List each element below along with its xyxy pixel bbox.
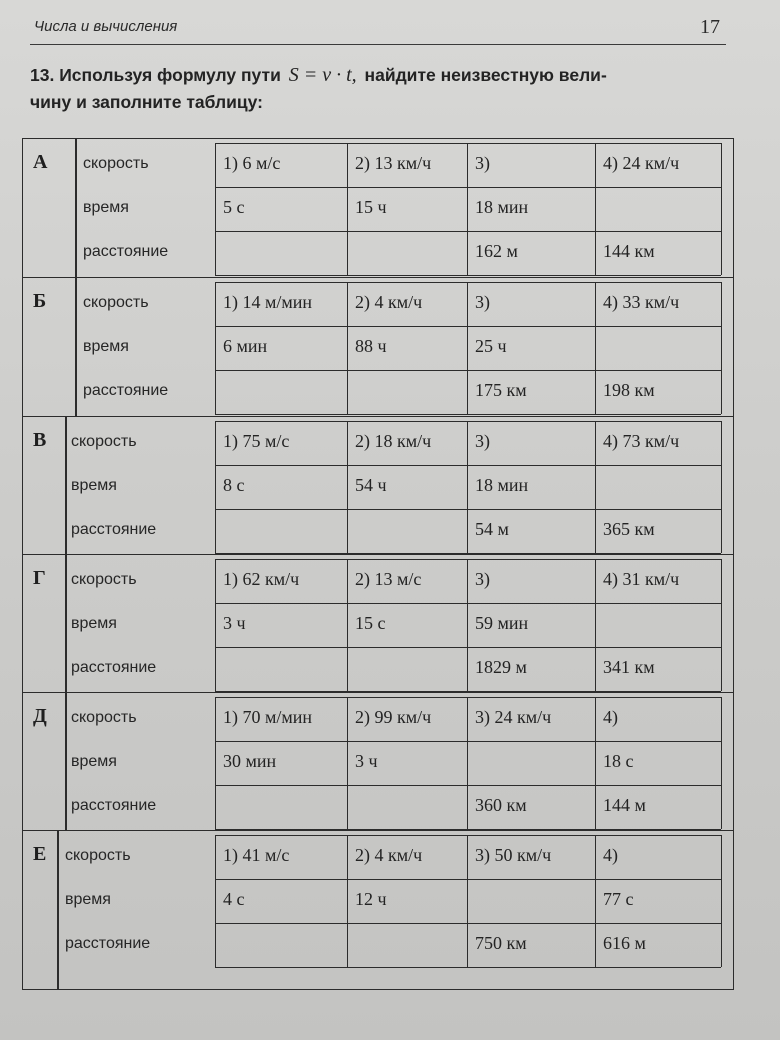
table-cell-speed: 1) 41 м/с [223, 845, 290, 865]
task-text-line2: чину и заполните таблицу: [30, 92, 263, 112]
table-cell-time: 59 мин [475, 613, 529, 633]
table-cell-distance: 341 км [603, 657, 655, 677]
table-cell-time: 3 ч [355, 751, 378, 771]
row-label-speed: скорость [71, 433, 137, 450]
table-cell-time: 30 мин [223, 751, 277, 771]
column-divider [721, 421, 722, 553]
table-cell-speed: 1) 75 м/с [223, 431, 290, 451]
table-cell-speed: 1) 6 м/с [223, 153, 281, 173]
path-formula: S = v · t, [288, 64, 357, 86]
column-divider [595, 282, 596, 414]
column-divider [215, 282, 216, 414]
row-label-time: время [71, 615, 117, 632]
table-cell-speed: 3) 24 км/ч [475, 707, 552, 727]
table-cell-speed: 3) [475, 153, 490, 173]
table-block [23, 693, 733, 831]
table-cell-time: 6 мин [223, 336, 268, 356]
table-cell-distance: 365 км [603, 519, 655, 539]
table-cell-speed: 3) 50 км/ч [475, 845, 552, 865]
row-label-time: время [71, 477, 117, 494]
block-letter: А [33, 151, 48, 173]
table-cell-speed: 3) [475, 431, 490, 451]
table-cell-time: 88 ч [355, 336, 387, 356]
table-cell-distance: 162 м [475, 241, 518, 261]
block-letter: Е [33, 843, 47, 865]
table-cell-speed: 3) [475, 292, 490, 312]
block-letter: Б [33, 290, 47, 312]
section-title: Числа и вычисления [34, 18, 178, 35]
row-label-distance: расстояние [71, 659, 157, 676]
column-divider [347, 835, 348, 967]
table-cell-speed: 2) 13 км/ч [355, 153, 432, 173]
table-cell-speed: 3) [475, 569, 490, 589]
table-cell-speed: 2) 4 км/ч [355, 292, 423, 312]
table-cell-distance: 360 км [475, 795, 527, 815]
table-cell-speed: 2) 18 км/ч [355, 431, 432, 451]
table-cell-distance: 54 м [475, 519, 509, 539]
table-cell-distance: 1829 м [475, 657, 527, 677]
table-block [23, 555, 733, 693]
block-letter: Д [33, 705, 47, 727]
column-divider [215, 835, 216, 967]
letter-column-divider [65, 555, 67, 692]
task-text-after: найдите неизвестную вели- [364, 65, 607, 85]
column-divider [347, 421, 348, 553]
row-label-speed: скорость [65, 847, 131, 864]
row-divider [215, 967, 721, 968]
table-cell-distance: 750 км [475, 933, 527, 953]
letter-column-divider [57, 831, 59, 990]
row-label-time: время [71, 753, 117, 770]
task-number: 13. [30, 65, 55, 85]
row-label-speed: скорость [83, 294, 149, 311]
column-divider [347, 697, 348, 829]
table-cell-time: 8 с [223, 475, 245, 495]
page-number: 17 [700, 16, 720, 38]
block-letter: В [33, 429, 47, 451]
table-cell-speed: 4) 33 км/ч [603, 292, 680, 312]
table-cell-time: 18 с [603, 751, 634, 771]
column-divider [721, 559, 722, 691]
table-cell-time: 5 с [223, 197, 245, 217]
column-divider [721, 835, 722, 967]
table-block [23, 278, 733, 417]
letter-column-divider [65, 417, 67, 554]
column-divider [347, 282, 348, 414]
table-cell-time: 15 ч [355, 197, 387, 217]
table-cell-time: 18 мин [475, 475, 529, 495]
column-divider [595, 143, 596, 275]
table-cell-speed: 4) 73 км/ч [603, 431, 680, 451]
block-letter: Г [33, 567, 46, 589]
letter-column-divider [65, 693, 67, 830]
table-cell-speed: 4) [603, 707, 618, 727]
column-divider [215, 143, 216, 275]
table-cell-distance: 144 м [603, 795, 646, 815]
column-divider [467, 559, 468, 691]
table-block [23, 417, 733, 555]
column-divider [467, 697, 468, 829]
table-cell-time: 54 ч [355, 475, 387, 495]
column-divider [595, 835, 596, 967]
table-cell-time: 4 с [223, 889, 245, 909]
column-divider [467, 421, 468, 553]
table-cell-time: 3 ч [223, 613, 246, 633]
column-divider [215, 421, 216, 553]
column-divider [721, 143, 722, 275]
column-divider [215, 559, 216, 691]
letter-column-divider [75, 139, 77, 277]
table-cell-distance: 616 м [603, 933, 646, 953]
column-divider [595, 421, 596, 553]
column-divider [721, 697, 722, 829]
task-text-before: Используя формулу пути [59, 65, 281, 85]
column-divider [467, 282, 468, 414]
row-label-speed: скорость [71, 571, 137, 588]
column-divider [467, 143, 468, 275]
motion-table [22, 138, 734, 990]
row-label-speed: скорость [83, 155, 149, 172]
table-cell-time: 12 ч [355, 889, 387, 909]
column-divider [467, 835, 468, 967]
row-label-distance: расстояние [83, 382, 169, 399]
task-statement [30, 62, 730, 116]
table-cell-speed: 4) 31 км/ч [603, 569, 680, 589]
table-cell-time: 15 с [355, 613, 386, 633]
letter-column-divider [75, 278, 77, 416]
row-label-time: время [65, 891, 111, 908]
table-block [23, 831, 733, 990]
table-cell-speed: 2) 13 м/с [355, 569, 422, 589]
table-cell-speed: 4) [603, 845, 618, 865]
column-divider [347, 559, 348, 691]
header-rule [30, 44, 726, 45]
column-divider [595, 559, 596, 691]
column-divider [215, 697, 216, 829]
row-label-time: время [83, 338, 129, 355]
row-label-distance: расстояние [71, 797, 157, 814]
column-divider [347, 143, 348, 275]
row-divider [215, 414, 721, 415]
table-cell-distance: 198 км [603, 380, 655, 400]
table-block [23, 139, 733, 278]
row-label-time: время [83, 199, 129, 216]
table-cell-distance: 144 км [603, 241, 655, 261]
table-cell-speed: 4) 24 км/ч [603, 153, 680, 173]
row-label-speed: скорость [71, 709, 137, 726]
table-cell-time: 77 с [603, 889, 634, 909]
row-label-distance: расстояние [71, 521, 157, 538]
table-cell-time: 18 мин [475, 197, 529, 217]
column-divider [595, 697, 596, 829]
table-cell-distance: 175 км [475, 380, 527, 400]
table-cell-speed: 2) 4 км/ч [355, 845, 423, 865]
row-label-distance: расстояние [65, 935, 151, 952]
row-label-distance: расстояние [83, 243, 169, 260]
table-cell-speed: 1) 62 км/ч [223, 569, 300, 589]
table-cell-time: 25 ч [475, 336, 507, 356]
row-divider [215, 275, 721, 276]
table-cell-speed: 2) 99 км/ч [355, 707, 432, 727]
table-cell-speed: 1) 14 м/мин [223, 292, 313, 312]
column-divider [721, 282, 722, 414]
table-cell-speed: 1) 70 м/мин [223, 707, 313, 727]
